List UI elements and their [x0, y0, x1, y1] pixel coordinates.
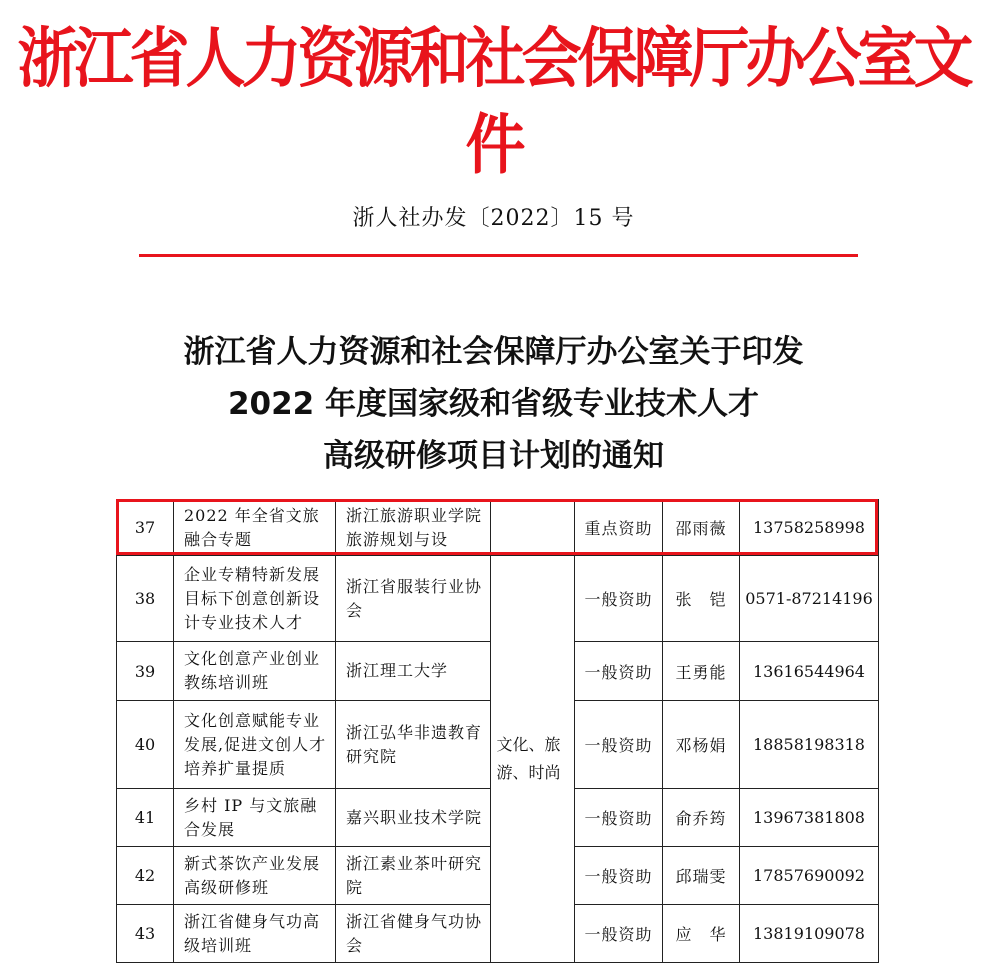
project-name: 企业专精特新发展目标下创意创新设计专业技术人才 — [174, 556, 336, 642]
document-number: 浙人社办发〔2022〕15 号 — [352, 206, 635, 231]
contact-person: 邵雨薇 — [663, 500, 740, 556]
contact-person: 应 华 — [663, 905, 740, 963]
organizing-unit: 浙江旅游职业学院旅游规划与设 — [336, 500, 491, 556]
contact-phone: 13758258998 — [740, 500, 879, 556]
organizing-unit: 浙江弘华非遗教育研究院 — [336, 701, 491, 789]
funding-type: 一般资助 — [575, 701, 663, 789]
project-name: 2022 年全省文旅融合专题 — [174, 500, 336, 556]
contact-phone: 18858198318 — [740, 701, 879, 789]
title-line-2: 2022 年度国家级和省级专业技术人才 — [227, 386, 760, 422]
organizing-unit: 嘉兴职业技术学院 — [336, 789, 491, 847]
issuer-header: 浙江省人力资源和社会保障厅办公室文件 — [17, 20, 970, 183]
row-number: 43 — [117, 905, 174, 963]
project-name: 文化创意产业创业教练培训班 — [174, 642, 336, 701]
contact-person: 邓杨娟 — [663, 701, 740, 789]
project-name: 文化创意赋能专业发展,促进文创人才培养扩量提质 — [174, 701, 336, 789]
contact-person: 邱瑞雯 — [663, 847, 740, 905]
project-name: 新式茶饮产业发展高级研修班 — [174, 847, 336, 905]
contact-person: 张 铠 — [663, 556, 740, 642]
category-cell — [491, 500, 575, 556]
contact-phone: 17857690092 — [740, 847, 879, 905]
project-name: 浙江省健身气功高级培训班 — [174, 905, 336, 963]
row-number: 39 — [117, 642, 174, 701]
funding-type: 一般资助 — [575, 847, 663, 905]
row-number: 38 — [117, 556, 174, 642]
contact-person: 王勇能 — [663, 642, 740, 701]
row-number: 41 — [117, 789, 174, 847]
red-divider — [139, 254, 858, 257]
contact-phone: 13616544964 — [740, 642, 879, 701]
project-name: 乡村 IP 与文旅融合发展 — [174, 789, 336, 847]
contact-phone: 0571-87214196 — [740, 556, 879, 642]
funding-type: 重点资助 — [575, 500, 663, 556]
funding-type: 一般资助 — [575, 905, 663, 963]
organizing-unit: 浙江省服装行业协会 — [336, 556, 491, 642]
organizing-unit: 浙江省健身气功协会 — [336, 905, 491, 963]
row-number: 40 — [117, 701, 174, 789]
organizing-unit: 浙江理工大学 — [336, 642, 491, 701]
category-cell: 文化、旅游、时尚 — [491, 556, 575, 963]
row-number: 37 — [117, 500, 174, 556]
organizing-unit: 浙江素业茶叶研究院 — [336, 847, 491, 905]
notice-title — [0, 326, 987, 482]
contact-phone: 13819109078 — [740, 905, 879, 963]
funding-type: 一般资助 — [575, 556, 663, 642]
project-table — [116, 499, 879, 963]
funding-type: 一般资助 — [575, 789, 663, 847]
table-row — [117, 556, 879, 642]
table-row — [117, 500, 879, 556]
contact-person: 俞乔筠 — [663, 789, 740, 847]
contact-phone: 13967381808 — [740, 789, 879, 847]
row-number: 42 — [117, 847, 174, 905]
funding-type: 一般资助 — [575, 642, 663, 701]
title-line-1: 浙江省人力资源和社会保障厅办公室关于印发 — [183, 334, 804, 370]
title-line-3: 高级研修项目计划的通知 — [323, 438, 664, 474]
